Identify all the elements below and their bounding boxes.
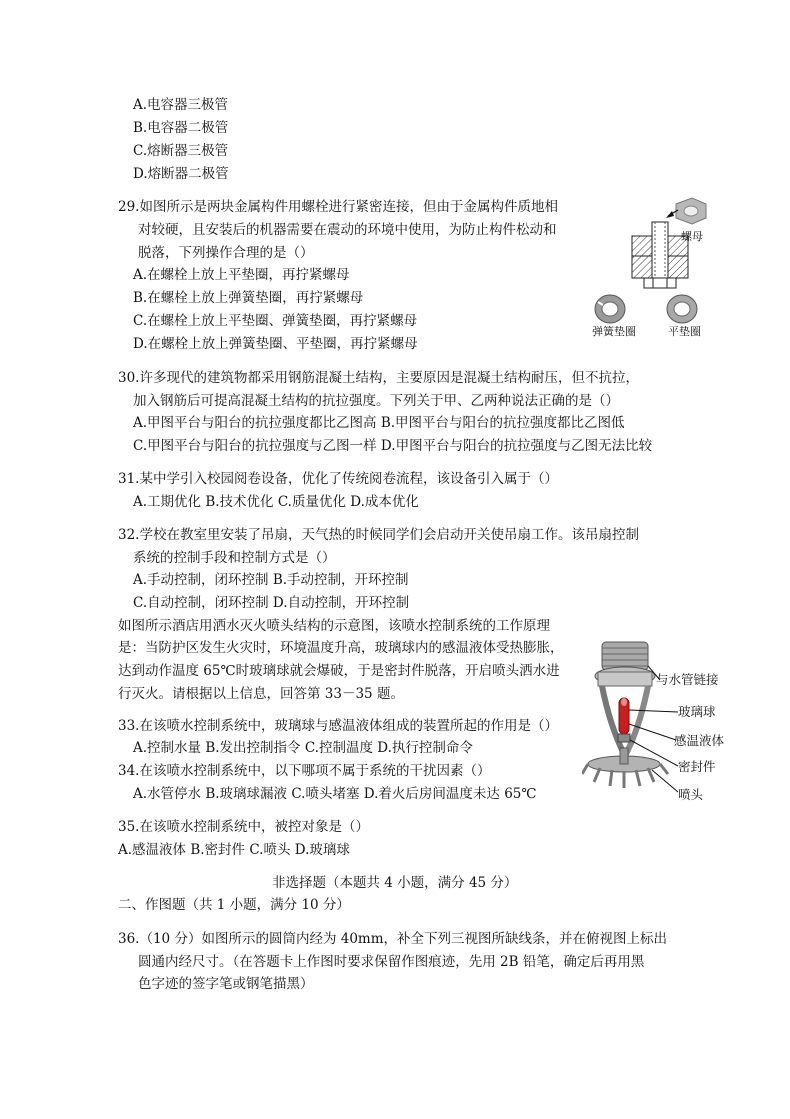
q29-stem-line1: 29.如图所示是两块金属构件用螺栓进行紧密连接，但由于金属构件质地相 [118, 199, 558, 215]
q29-option-a: A.在螺栓上放上平垫圈，再拧紧螺母 [133, 267, 350, 283]
q28-option-a: A.电容器三极管 [133, 97, 229, 113]
sprinkler-glass-label: 玻璃球 [678, 704, 716, 719]
sprinkler-pipe-label: 与水管链接 [656, 672, 719, 687]
q29-option-b: B.在螺栓上放上弹簧垫圈，再拧紧螺母 [133, 290, 364, 306]
q30-option-cd: C.甲图平台与阳台的抗拉强度与乙图一样 D.甲图平台与阳台的抗拉强度与乙图无法比较 [133, 438, 653, 454]
intro-line1: 如图所示酒店用洒水灭火喷头结构的示意图，该喷水控制系统的工作原理 [118, 618, 550, 634]
q29-stem-line3: 脱落，下列操作合理的是（） [138, 245, 314, 261]
sprinkler-figure [582, 636, 732, 806]
q32-option-ab: A.手动控制，闭环控制 B.手动控制，开环控制 [133, 572, 409, 588]
q32-stem-line2: 系统的控制手段和控制方式是（） [133, 550, 336, 566]
q31-stem: 31.某中学引入校园阅卷设备，优化了传统阅卷流程，该设备引入属于（） [118, 471, 558, 487]
intro-line4: 行灭火。请根据以上信息，回答第 33－35 题。 [118, 686, 404, 702]
part2-title: 二、作图题（共 1 小题，满分 10 分） [118, 897, 350, 913]
sprinkler-liquid-label: 感温液体 [674, 733, 725, 748]
q33-stem: 33.在该喷水控制系统中，玻璃球与感温液体组成的装置所起的作用是（） [118, 718, 558, 734]
q30-option-ab: A.甲图平台与阳台的抗拉强度都比乙图高 B.甲图平台与阳台的抗拉强度都比乙图低 [133, 415, 625, 431]
q28-option-c: C.熔断器三极管 [133, 143, 229, 159]
q36-line3: 色字迹的签字笔或钢笔描黑） [138, 976, 314, 992]
bolt-washer-figure [592, 192, 722, 342]
q29-option-c: C.在螺栓上放上平垫圈、弹簧垫圈，再拧紧螺母 [133, 313, 418, 329]
flat-washer-label: 平垫圈 [668, 325, 701, 338]
q31-options: A.工期优化 B.技术优化 C.质量优化 D.成本优化 [133, 494, 419, 510]
q36-line1: 36.（10 分）如图所示的圆筒内经为 40mm，补全下列三视图所缺线条，并在俯视图上标出 [118, 931, 668, 947]
q30-stem-line2: 加入钢筋后可提高混凝土结构的抗拉强度。下列关于甲、乙两种说法正确的是（） [133, 393, 619, 409]
sprinkler-nozzle-label: 喷头 [678, 787, 704, 802]
q35-stem: 35.在该喷水控制系统中，被控对象是（） [118, 819, 369, 835]
q29-option-d: D.在螺栓上放上弹簧垫圈、平垫圈，再拧紧螺母 [133, 336, 418, 352]
intro-line3: 达到动作温度 65℃时玻璃球就会爆破，于是密封件脱落，开启喷头洒水进 [118, 663, 560, 679]
q34-stem: 34.在该喷水控制系统中，以下哪项不属于系统的干扰因素（） [118, 763, 491, 779]
q32-stem-line1: 32.学校在教室里安装了吊扇，天气热的时候同学们会启动开关使吊扇工作。该吊扇控制 [118, 527, 639, 543]
q30-stem-line1: 30.许多现代的建筑物都采用钢筋混凝土结构，主要原因是混凝土结构耐压，但不抗拉， [118, 370, 639, 386]
q33-options: A.控制水量 B.发出控制指令 C.控制温度 D.执行控制命令 [133, 740, 473, 756]
q34-options: A.水管停水 B.玻璃球漏液 C.喷头堵塞 D.着火后房间温度未达 65℃ [133, 786, 537, 802]
intro-line2: 是：当防护区发生火灾时，环境温度升高，玻璃球内的感温液体受热膨胀， [118, 640, 564, 656]
q28-option-b: B.电容器二极管 [133, 120, 229, 136]
q36-line2: 圆通内经尺寸。（在答题卡上作图时要求保留作图痕迹，先用 2B 铅笔，确定后再用黑 [138, 954, 645, 970]
spring-washer-label: 弹簧垫圈 [592, 325, 636, 338]
nut-label: 螺母 [681, 230, 703, 243]
sprinkler-seal-label: 密封件 [678, 759, 716, 774]
q32-option-cd: C.自动控制，闭环控制 D.自动控制，开环控制 [133, 595, 410, 611]
q28-option-d: D.熔断器二极管 [133, 166, 229, 182]
section-title: 非选择题（本题共 4 小题，满分 45 分） [272, 875, 518, 891]
q29-stem-line2: 对较硬，且安装后的机器需要在震动的环境中使用，为防止构件松动和 [138, 222, 557, 238]
q35-options: A.感温液体 B.密封件 C.喷头 D.玻璃球 [118, 842, 350, 858]
